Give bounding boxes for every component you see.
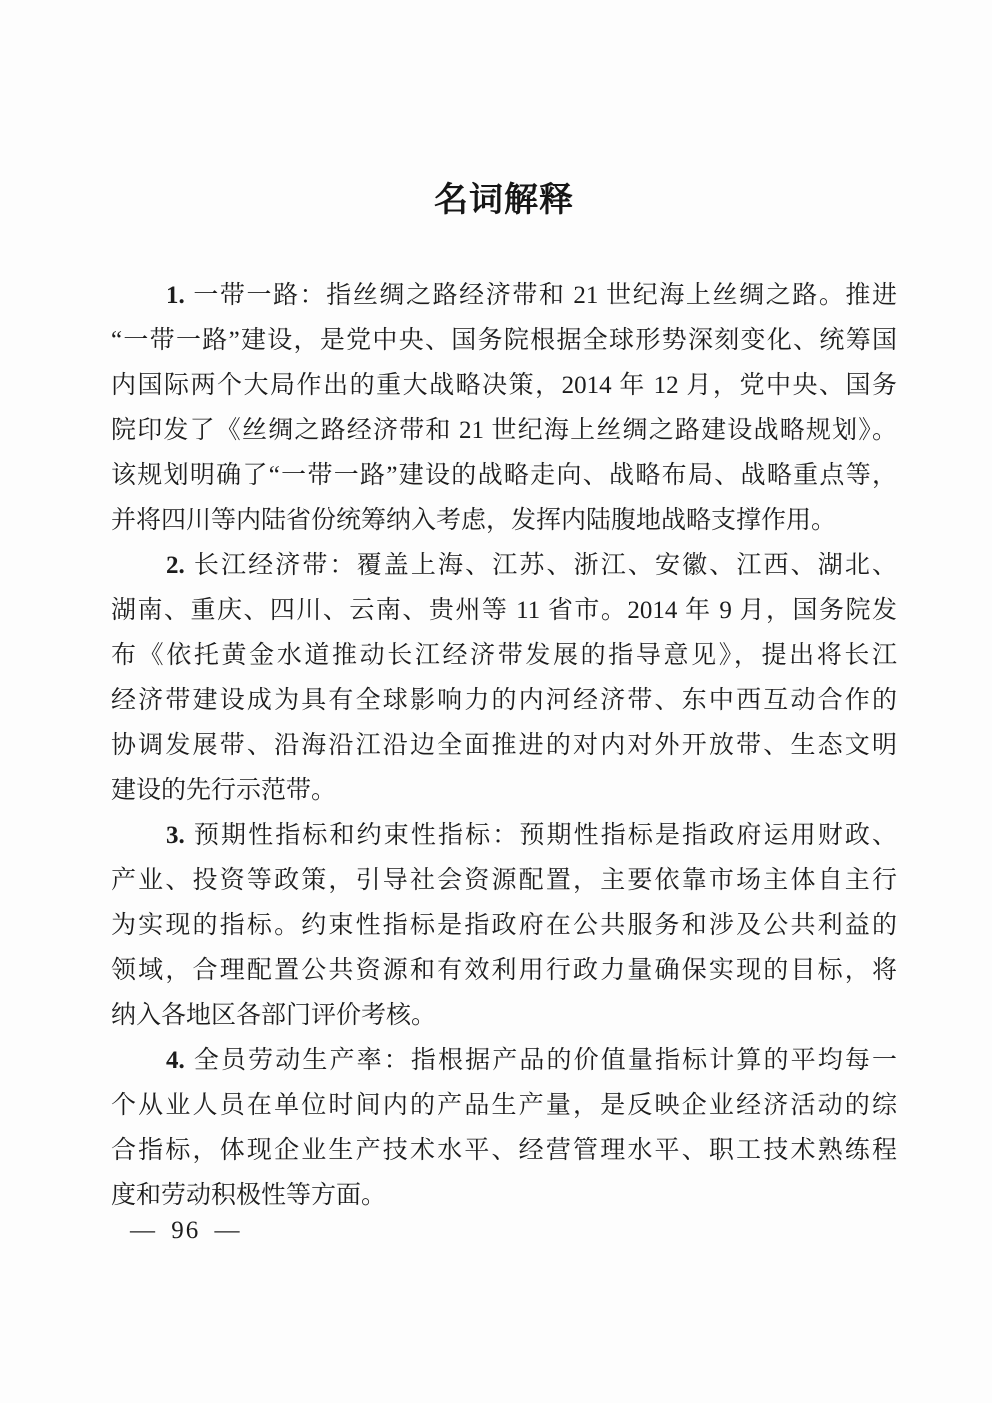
- text-line: 湖南、重庆、四川、云南、贵州等 11 省市。2014 年 9 月，国务院发: [111, 597, 897, 624]
- paragraph-number: 2.: [166, 552, 185, 579]
- text-line: 并将四川等内陆省份统筹纳入考虑，发挥内陆腹地战略支撑作用。: [111, 507, 837, 534]
- paragraph: [111, 1038, 897, 1218]
- text-line: 建设的先行示范带。: [111, 777, 337, 804]
- text-line: 2. 长江经济带：覆盖上海、江苏、浙江、安徽、江西、湖北、: [166, 552, 897, 579]
- paragraph: [111, 813, 897, 1038]
- text-line: 该规划明确了“一带一路”建设的战略走向、战略布局、战略重点等，: [111, 462, 897, 489]
- document-body: [111, 273, 897, 1218]
- text-line: 4. 全员劳动生产率：指根据产品的价值量指标计算的平均每一: [166, 1047, 897, 1074]
- text-line: 合指标，体现企业生产技术水平、经营管理水平、职工技术熟练程: [111, 1137, 897, 1164]
- text-line: 领域，合理配置公共资源和有效利用行政力量确保实现的目标，将: [111, 957, 897, 984]
- text-line: 为实现的指标。约束性指标是指政府在公共服务和涉及公共利益的: [111, 912, 897, 939]
- paragraph-number: 3.: [166, 822, 185, 849]
- page-footer: [130, 1214, 242, 1248]
- text-line: 1. 一带一路：指丝绸之路经济带和 21 世纪海上丝绸之路。推进: [166, 282, 897, 309]
- text-line: 产业、投资等政策，引导社会资源配置，主要依靠市场主体自主行: [111, 867, 897, 894]
- text-line: 个从业人员在单位时间内的产品生产量，是反映企业经济活动的综: [111, 1092, 897, 1119]
- text-line: 布《依托黄金水道推动长江经济带发展的指导意见》，提出将长江: [111, 642, 897, 669]
- text-line: 度和劳动积极性等方面。: [111, 1182, 387, 1209]
- text-line: 院印发了《丝绸之路经济带和 21 世纪海上丝绸之路建设战略规划》。: [111, 417, 897, 444]
- text-line: 内国际两个大局作出的重大战略决策，2014 年 12 月，党中央、国务: [111, 372, 897, 399]
- text-line: “一带一路”建设，是党中央、国务院根据全球形势深刻变化、统筹国: [111, 327, 897, 354]
- paragraph-number: 1.: [166, 282, 185, 309]
- paragraph: [111, 273, 897, 543]
- paragraph: [111, 543, 897, 813]
- paragraph-number: 4.: [166, 1047, 185, 1074]
- page-title: 名词解释: [434, 181, 574, 219]
- text-line: 经济带建设成为具有全球影响力的内河经济带、东中西互动合作的: [111, 687, 897, 714]
- text-line: 协调发展带、沿海沿江沿边全面推进的对内对外开放带、生态文明: [111, 732, 897, 759]
- text-line: 3. 预期性指标和约束性指标：预期性指标是指政府运用财政、: [166, 822, 897, 849]
- text-line: 纳入各地区各部门评价考核。: [111, 1002, 437, 1029]
- page-number: — 96 —: [130, 1217, 242, 1244]
